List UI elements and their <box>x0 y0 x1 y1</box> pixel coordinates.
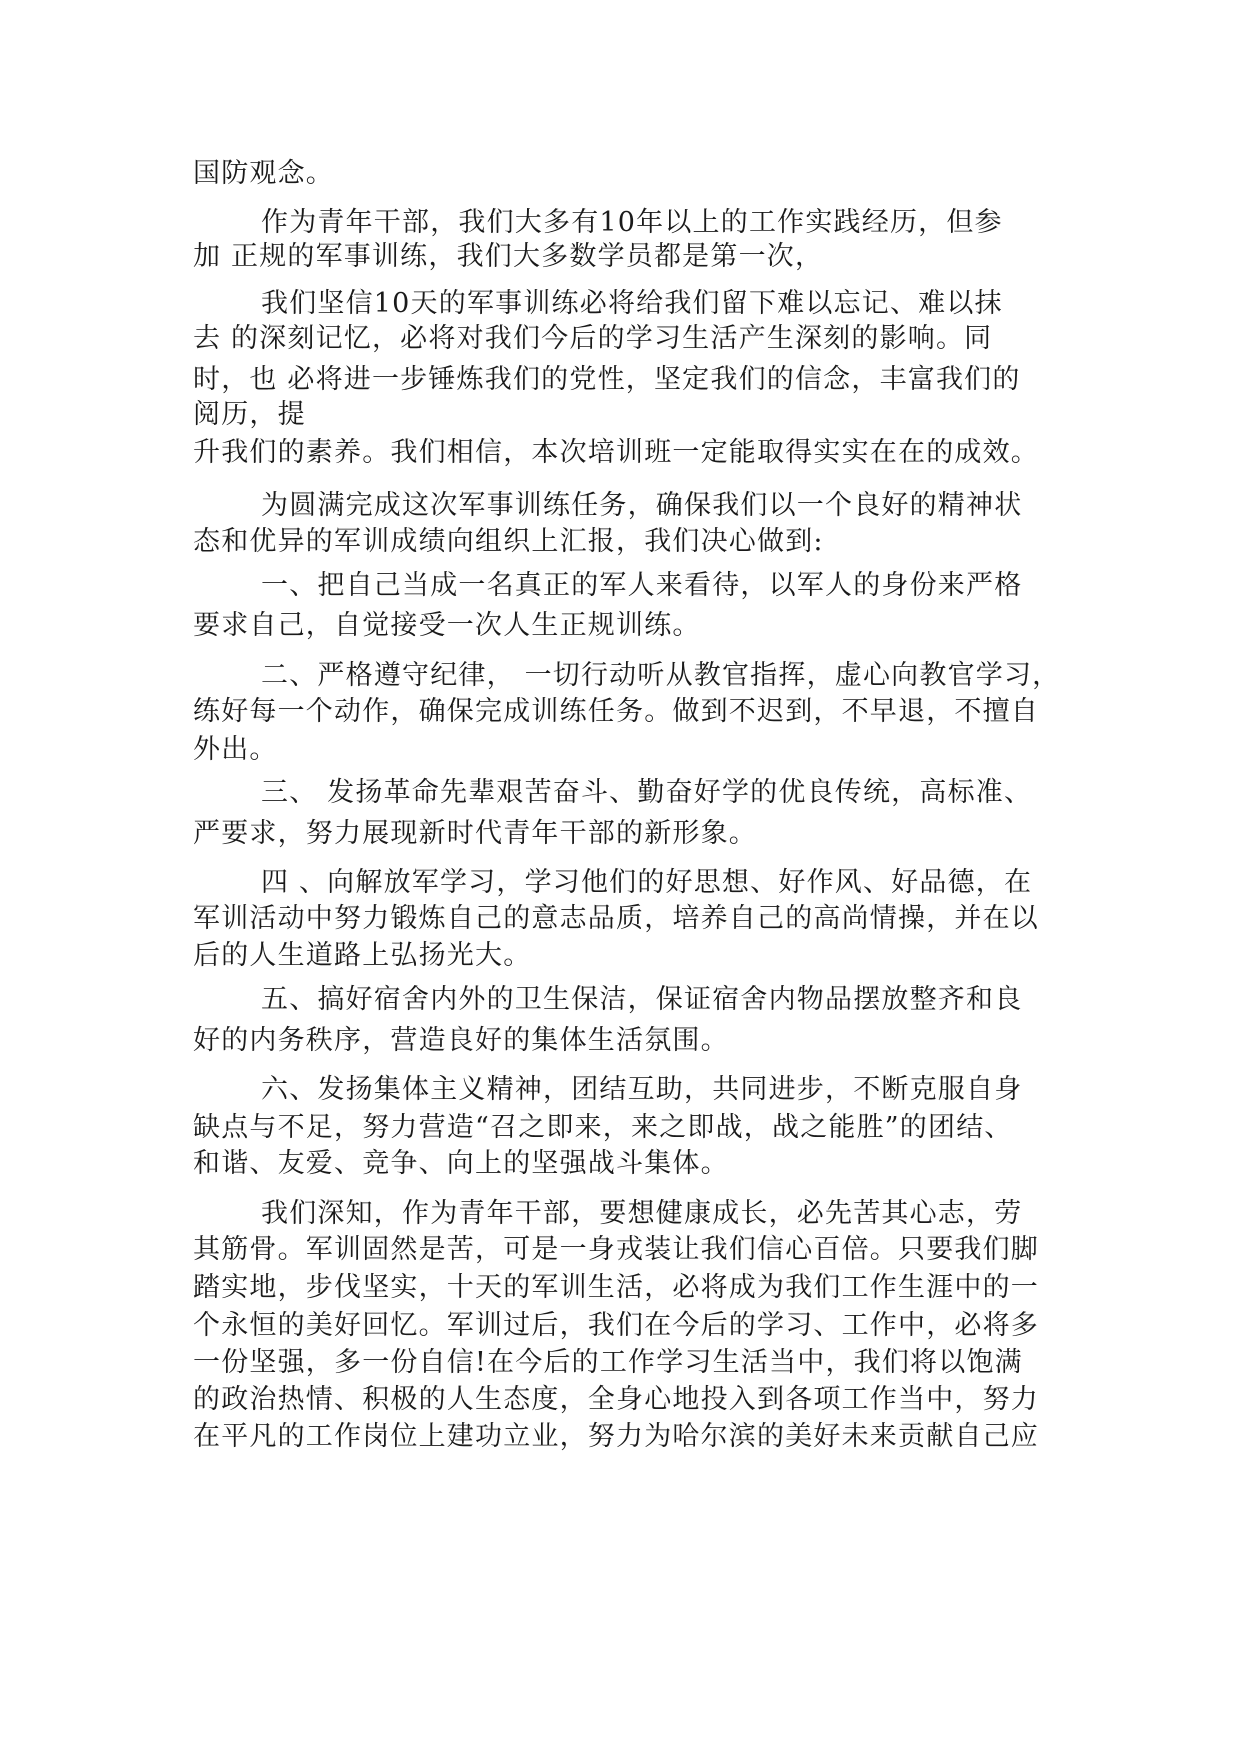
text-line: 严要求，努力展现新时代青年干部的新形象。 <box>193 818 757 849</box>
text-line: 我们深知，作为青年干部，要想健康成长，必先苦其心志，劳 <box>261 1198 1023 1229</box>
text-line: 时，也 必将进一步锤炼我们的党性，坚定我们的信念，丰富我们的 <box>193 364 1021 395</box>
text-line: 二、严格遵守纪律， 一切行动听从教官指挥，虚心向教官学习， <box>261 660 1061 691</box>
text-line: 练好每一个动作，确保完成训练任务。做到不迟到，不早退，不擅自 <box>193 696 1039 727</box>
text-line: 三、 发扬革命先辈艰苦奋斗、勤奋好学的优良传统，高标准、 <box>261 777 1033 808</box>
text-line: 好的内务秩序，营造良好的集体生活氛围。 <box>193 1025 729 1056</box>
text-line: 一份坚强，多一份自信!在今后的工作学习生活当中，我们将以饱满 <box>193 1347 1023 1378</box>
text-line: 的政治热情、积极的人生态度，全身心地投入到各项工作当中，努力 <box>193 1384 1039 1415</box>
text-line: 一、把自己当成一名真正的军人来看待，以军人的身份来严格 <box>261 570 1023 601</box>
text-line: 四 、向解放军学习，学习他们的好思想、好作风、好品德，在 <box>261 867 1033 898</box>
text-line: 后的人生道路上弘扬光大。 <box>193 940 532 971</box>
text-line: 踏实地，步伐坚实，十天的军训生活，必将成为我们工作生涯中的一 <box>193 1272 1039 1303</box>
text-line: 为圆满完成这次军事训练任务，确保我们以一个良好的精神状 <box>261 490 1023 521</box>
text-line: 其筋骨。军训固然是苦，可是一身戎装让我们信心百倍。只要我们脚 <box>193 1234 1039 1265</box>
text-line: 外出。 <box>193 734 278 765</box>
text-line: 五、搞好宿舍内外的卫生保洁，保证宿舍内物品摆放整齐和良 <box>261 984 1023 1015</box>
text-line: 六、发扬集体主义精神，团结互助，共同进步，不断克服自身 <box>261 1074 1023 1105</box>
text-line: 和谐、友爱、竞争、向上的坚强战斗集体。 <box>193 1148 729 1179</box>
text-line: 要求自己，自觉接受一次人生正规训练。 <box>193 610 701 641</box>
text-line: 加 正规的军事训练，我们大多数学员都是第一次， <box>193 241 824 272</box>
text-line: 军训活动中努力锻炼自己的意志品质，培养自己的高尚情操，并在以 <box>193 903 1039 934</box>
text-line: 在平凡的工作岗位上建功立业，努力为哈尔滨的美好未来贡献自己应 <box>193 1421 1039 1452</box>
text-line: 国防观念。 <box>193 158 334 189</box>
text-line: 态和优异的军训成绩向组织上汇报，我们决心做到: <box>193 526 824 557</box>
text-line: 作为青年干部，我们大多有10年以上的工作实践经历，但参 <box>261 207 1003 238</box>
text-line: 阅历，提 <box>193 399 306 430</box>
text-line: 个永恒的美好回忆。军训过后，我们在今后的学习、工作中，必将多 <box>193 1310 1039 1341</box>
text-line: 升我们的素养。我们相信，本次培训班一定能取得实实在在的成效。 <box>193 437 1039 468</box>
text-line: 缺点与不足，努力营造“召之即来，来之即战，战之能胜”的团结、 <box>193 1112 1013 1143</box>
text-line: 我们坚信10天的军事训练必将给我们留下难以忘记、难以抹 <box>261 288 1003 319</box>
text-line: 去 的深刻记忆，必将对我们今后的学习生活产生深刻的影响。同 <box>193 323 993 354</box>
